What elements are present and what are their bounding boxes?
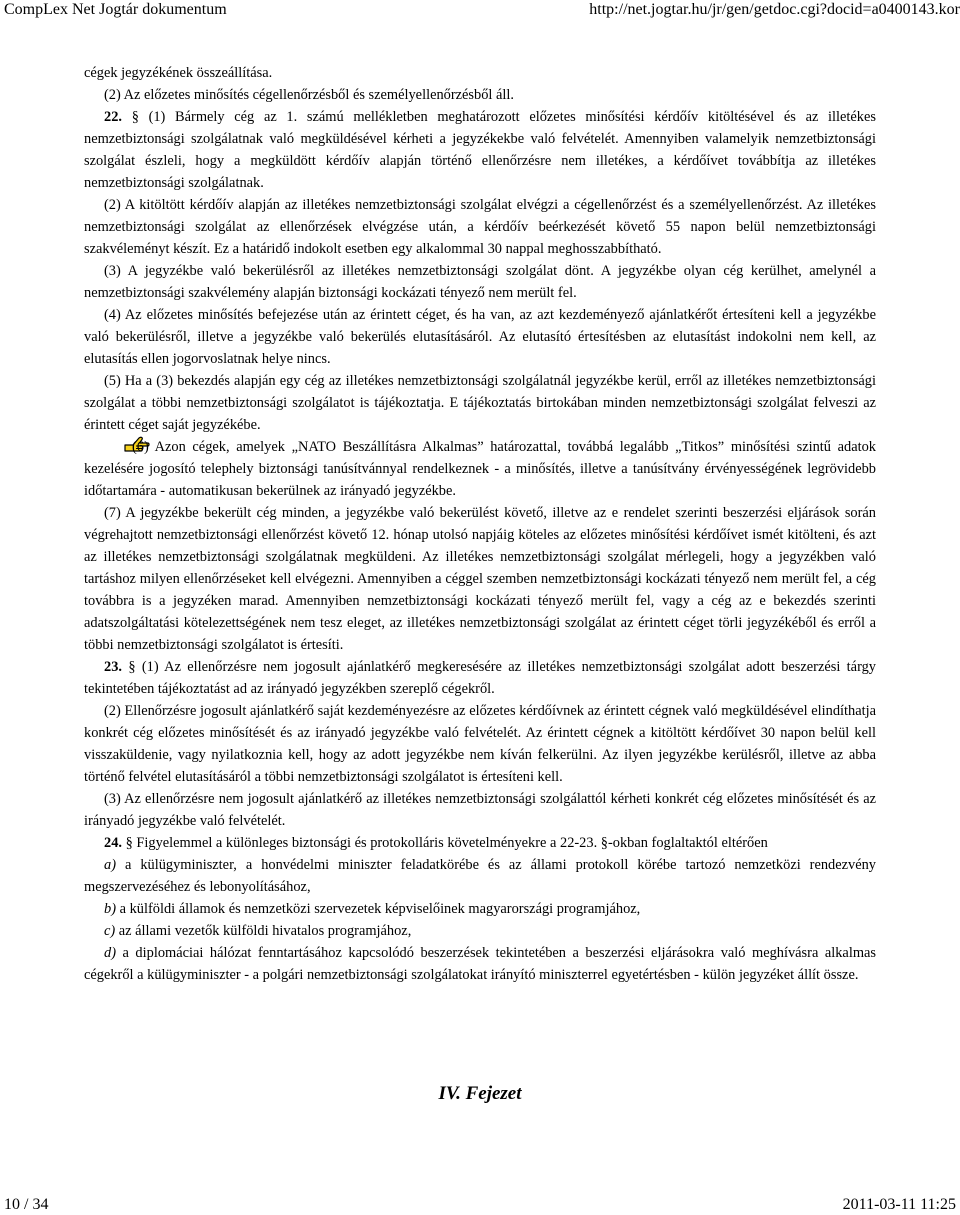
section-paragraph — [84, 832, 876, 854]
paragraph: (7) A jegyzékbe bekerült cég minden, a jegyzékbe való bekerülést követő, illetve az e rendelet szerinti beszerzési eljárások során végrehajtott nemzetbiztonsági ellenőrzést követő 12. hónap utolsó napjáig köteles az előzetes minősítési kérdőívet ismét kitölteni, és azt az illetékes nemzetbiztonsági szolgálatnak megküldeni. Az illetékes nemzetbiztonsági szolgálat mérlegeli, hogy a jegyzékben való tartáshoz milyen ellenőrzéseket kell elvégezni. Amennyiben a céggel szemben nemzetbiztonsági kockázati tényező nem merült fel, a cég továbbra is a jegyzéken marad. Amennyiben nemzetbiztonsági kockázati tényező merült fel, vagy a cég az e bekezdés szerinti adatszolgáltatási kötelezettségének nem tesz eleget, az illetékes nemzetbiztonsági szolgálat az érintett céget törli jegyzékéből és erről a többi nemzetbiztonsági szolgálatot is értesíti. — [84, 505, 876, 653]
list-label: b) — [104, 901, 116, 917]
pointing-hand-icon[interactable] — [104, 436, 130, 454]
document-body — [84, 62, 876, 986]
document-title: CompLex Net Jogtár dokumentum — [4, 1, 227, 18]
print-timestamp: 2011-03-11 11:25 — [842, 1196, 956, 1213]
list-item-text: a külügyminiszter, a honvédelmi miniszter feladatkörébe és az állami protokoll körébe tartozó nemzetközi rendezvény megszervezéséhez és lebonyolításához, — [84, 857, 876, 895]
paragraph-text: § Figyelemmel a különleges biztonsági és protokolláris követelményekre a 22-23. §-okban foglaltaktól eltérően — [122, 835, 768, 851]
chapter-heading: IV. Fejezet — [438, 1083, 522, 1104]
list-item-text: a diplomáciai hálózat fenntartásához kapcsolódó beszerzések tekintetében a beszerzési eljárásokra való meghívásra alkalmas cégekről a külügyminiszter - a polgári nemzetbiztonsági szolgálatokat irányító miniszterrel egyetértésben - külön jegyzéket állít össze. — [84, 945, 876, 983]
list-item — [84, 920, 876, 942]
paragraph-text: § (1) Az ellenőrzésre nem jogosult ajánlatkérő megkeresésére az illetékes nemzetbiztonsági szolgálat adott beszerzési tárgy tekintetében tájékoztatást ad az irányadó jegyzékben szereplő cégekről. — [84, 659, 876, 697]
paragraph: (2) Az előzetes minősítés cégellenőrzésből és személyellenőrzésből áll. — [104, 87, 514, 103]
section-number: 22. — [104, 109, 122, 125]
paragraph: (3) A jegyzékbe való bekerülésről az illetékes nemzetbiztonsági szolgálat dönt. A jegyzékbe olyan cég kerülhet, amelynél a nemzetbiztonsági szakvélemény alapján biztonsági kockázati tényező nem merült fel. — [84, 263, 876, 301]
paragraph: (2) Ellenőrzésre jogosult ajánlatkérő saját kezdeményezésre az előzetes kérdőívnek az érintett cégnek való megküldésével elindíthatja konkrét cég előzetes minősítését és az irányadó jegyzékbe való felvételét. Az érintett cégnek a kitöltött kérdőívet 30 napon belül kell visszaküldenie, vagy nyilatkoznia kell, hogy az adott jegyzékbe nem kíván felkerülni. Az ilyen jegyzékbe kerülésről, illetve az abba történő felvétel elutasításáról a többi nemzetbiztonsági szolgálatot is értesíteni kell. — [84, 703, 876, 785]
list-item — [84, 898, 876, 920]
paragraph: (2) A kitöltött kérdőív alapján az illetékes nemzetbiztonsági szolgálat elvégzi a cégellenőrzést és a személyellenőrzést. Az illetékes nemzetbiztonsági szolgálat az ellenőrzések elvégzése után, a kérdőív beérkezését követő 55 napon belül nemzetbiztonsági szakvéleményt készít. Ez a határidő indokolt esetben egy alkalommal 30 nappal meghosszabbítható. — [84, 197, 876, 257]
page-header — [0, 0, 960, 22]
list-item — [84, 942, 876, 986]
paragraph-with-icon — [84, 436, 876, 502]
page-footer — [0, 1196, 960, 1215]
paragraph: (5) Ha a (3) bekezdés alapján egy cég az illetékes nemzetbiztonsági szolgálatnál jegyzékbe kerül, erről az illetékes nemzetbiztonsági szolgálat a többi nemzetbiztonsági szolgálatot is tájékoztatja. E tájékoztatás birtokában minden nemzetbiztonsági szolgálat felveszi az érintett céget saját jegyzékébe. — [84, 373, 876, 433]
paragraph-text: § (1) Bármely cég az 1. számú mellékletben meghatározott előzetes minősítési kérdőív kitöltésével és az illetékes nemzetbiztonsági szolgálatnak való megküldésével kérheti a jegyzékekbe való felvételét. Amennyiben valamelyik nemzetbiztonsági szolgálat észleli, hogy a megküldött kérdőív alapján történő ellenőrzésre nem illetékes, a kérdőívet továbbítja az illetékes nemzetbiztonsági szolgálatnak. — [84, 109, 876, 191]
section-paragraph — [84, 106, 876, 194]
list-item-text: a külföldi államok és nemzetközi szervezetek képviselőinek magyarországi programjához, — [116, 901, 641, 917]
section-number: 23. — [104, 659, 122, 675]
document-url: http://net.jogtar.hu/jr/gen/getdoc.cgi?docid=a0400143.kor — [589, 1, 960, 18]
paragraph-text: (6) Azon cégek, amelyek „NATO Beszállításra Alkalmas” határozattal, továbbá legalább „Titkos” minősítési szintű adatok kezelésére jogosító telephely biztonsági tanúsítvánnyal rendelkeznek - a minősítés, illetve a tanúsítvány érvényességének legrövidebb időtartamára - automatikusan bekerülnek az irányadó jegyzékbe. — [84, 439, 876, 499]
paragraph: cégek jegyzékének összeállítása. — [84, 65, 273, 81]
list-item-text: az állami vezetők külföldi hivatalos programjához, — [115, 923, 412, 939]
list-label: c) — [104, 923, 116, 939]
section-paragraph — [84, 656, 876, 700]
section-number: 24. — [104, 835, 122, 851]
paragraph: (3) Az ellenőrzésre nem jogosult ajánlatkérő az illetékes nemzetbiztonsági szolgálattól kérheti konkrét cég előzetes minősítését és az irányadó jegyzékbe való felvételét. — [84, 791, 876, 829]
list-label: d) — [104, 945, 116, 961]
page-number: 10 / 34 — [4, 1196, 49, 1213]
list-label: a) — [104, 857, 116, 873]
list-item — [84, 854, 876, 898]
paragraph: (4) Az előzetes minősítés befejezése után az érintett céget, és ha van, az azt kezdeményező ajánlatkérőt értesíteni kell a jegyzékbe való bekerülésről, illetve a jegyzékbe való bekerülés elutasításáról. Az elutasító értesítésben az elutasítást indokolni nem kell, az elutasítás ellen jogorvoslatnak helye nincs. — [84, 307, 876, 367]
